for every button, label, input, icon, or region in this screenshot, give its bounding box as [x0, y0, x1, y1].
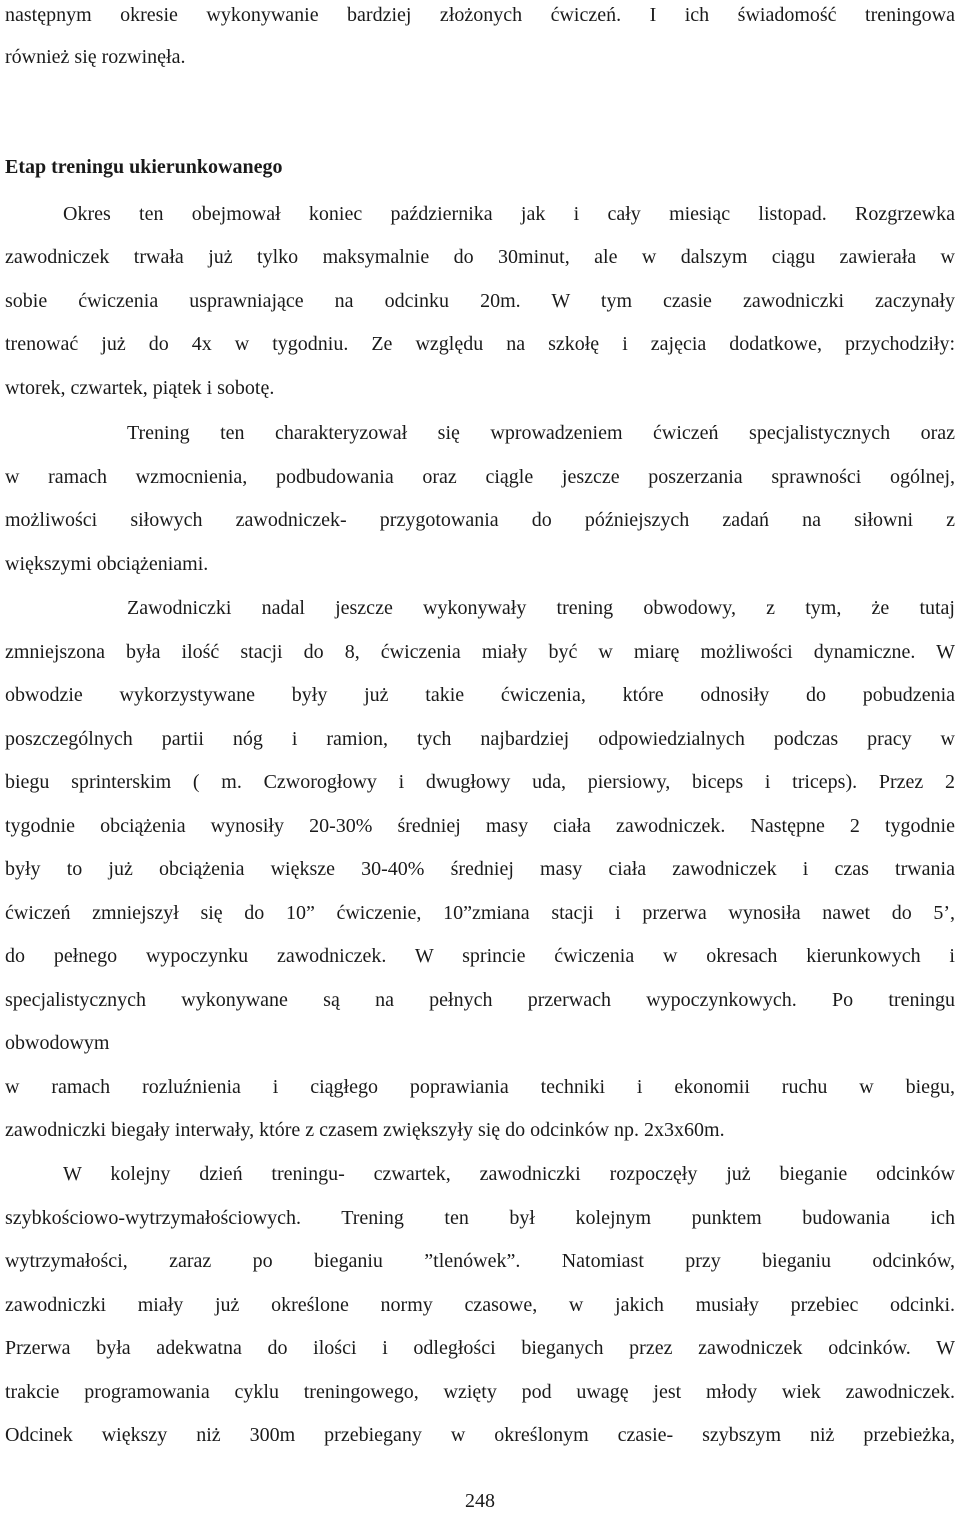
- text-line: były to już obciążenia większe 30-40% średniej masy ciała zawodniczek i czas trwania: [5, 858, 955, 880]
- text-line: Przerwa była adekwatna do ilości i odległości bieganych przez zawodniczek odcinków. W: [5, 1337, 955, 1359]
- text-line: trenować już do 4x w tygodniu. Ze względu na szkołę i zajęcia dodatkowe, przychodziły:: [5, 333, 955, 355]
- text-line: możliwości siłowych zawodniczek- przygotowania do późniejszych zadań na siłowni z: [5, 509, 955, 531]
- text-line: obwodzie wykorzystywane były już takie ćwiczenia, które odnosiły do pobudzenia: [5, 684, 955, 706]
- text-line: większymi obciążeniami.: [5, 553, 209, 575]
- text-line: specjalistycznych wykonywane są na pełnych przerwach wypoczynkowych. Po treningu: [5, 989, 955, 1011]
- page-number: 248: [465, 1490, 495, 1512]
- text-line: poszczególnych partii nóg i ramion, tych najbardziej odpowiedzialnych podczas pracy w: [5, 728, 955, 750]
- text-line: następnym okresie wykonywanie bardziej złożonych ćwiczeń. I ich świadomość treningowa: [5, 4, 955, 26]
- text-line: Okres ten obejmował koniec października jak i cały miesiąc listopad. Rozgrzewka: [63, 203, 955, 225]
- text-line: ćwiczeń zmniejszył się do 10” ćwiczenie, 10”zmiana stacji i przerwa wynosiła nawet do 5’,: [5, 902, 955, 924]
- text-line: trakcie programowania cyklu treningowego, wzięty pod uwagę jest młody wiek zawodniczek.: [5, 1381, 955, 1403]
- text-line: Trening ten charakteryzował się wprowadzeniem ćwiczeń specjalistycznych oraz: [127, 422, 955, 444]
- text-line: W kolejny dzień treningu- czwartek, zawodniczki rozpoczęły już bieganie odcinków: [63, 1163, 955, 1185]
- text-line: obwodowym: [5, 1032, 110, 1054]
- text-line: tygodnie obciążenia wynosiły 20-30% średniej masy ciała zawodniczek. Następne 2 tygodnie: [5, 815, 955, 837]
- text-line: Odcinek większy niż 300m przebiegany w określonym czasie- szybszym niż przebieżka,: [5, 1424, 955, 1446]
- text-line: wytrzymałości, zaraz po bieganiu ”tlenówek”. Natomiast przy bieganiu odcinków,: [5, 1250, 955, 1272]
- section-heading: Etap treningu ukierunkowanego: [5, 156, 283, 178]
- text-line: szybkościowo-wytrzymałościowych. Trening ten był kolejnym punktem budowania ich: [5, 1207, 955, 1229]
- text-line: sobie ćwiczenia usprawniające na odcinku 20m. W tym czasie zawodniczki zaczynały: [5, 290, 955, 312]
- text-line: zmniejszona była ilość stacji do 8, ćwiczenia miały być w miarę możliwości dynamiczne. W: [5, 641, 955, 663]
- text-line: biegu sprinterskim ( m. Czworogłowy i dwugłowy uda, piersiowy, biceps i triceps). Przez 2: [5, 771, 955, 793]
- text-line: zawodniczki miały już określone normy czasowe, w jakich musiały przebiec odcinki.: [5, 1294, 955, 1316]
- text-line: zawodniczki biegały interwały, które z czasem zwiększyły się do odcinków np. 2x3x60m.: [5, 1119, 725, 1141]
- text-line: również się rozwinęła.: [5, 46, 186, 68]
- text-line: zawodniczek trwała już tylko maksymalnie do 30minut, ale w dalszym ciągu zawierała w: [5, 246, 955, 268]
- text-line: Zawodniczki nadal jeszcze wykonywały trening obwodowy, z tym, że tutaj: [127, 597, 955, 619]
- text-line: w ramach wzmocnienia, podbudowania oraz ciągle jeszcze poszerzania sprawności ogólnej,: [5, 466, 955, 488]
- text-line: w ramach rozluźnienia i ciągłego poprawiania techniki i ekonomii ruchu w biegu,: [5, 1076, 955, 1098]
- text-line: do pełnego wypoczynku zawodniczek. W sprincie ćwiczenia w okresach kierunkowych i: [5, 945, 955, 967]
- text-line: wtorek, czwartek, piątek i sobotę.: [5, 377, 275, 399]
